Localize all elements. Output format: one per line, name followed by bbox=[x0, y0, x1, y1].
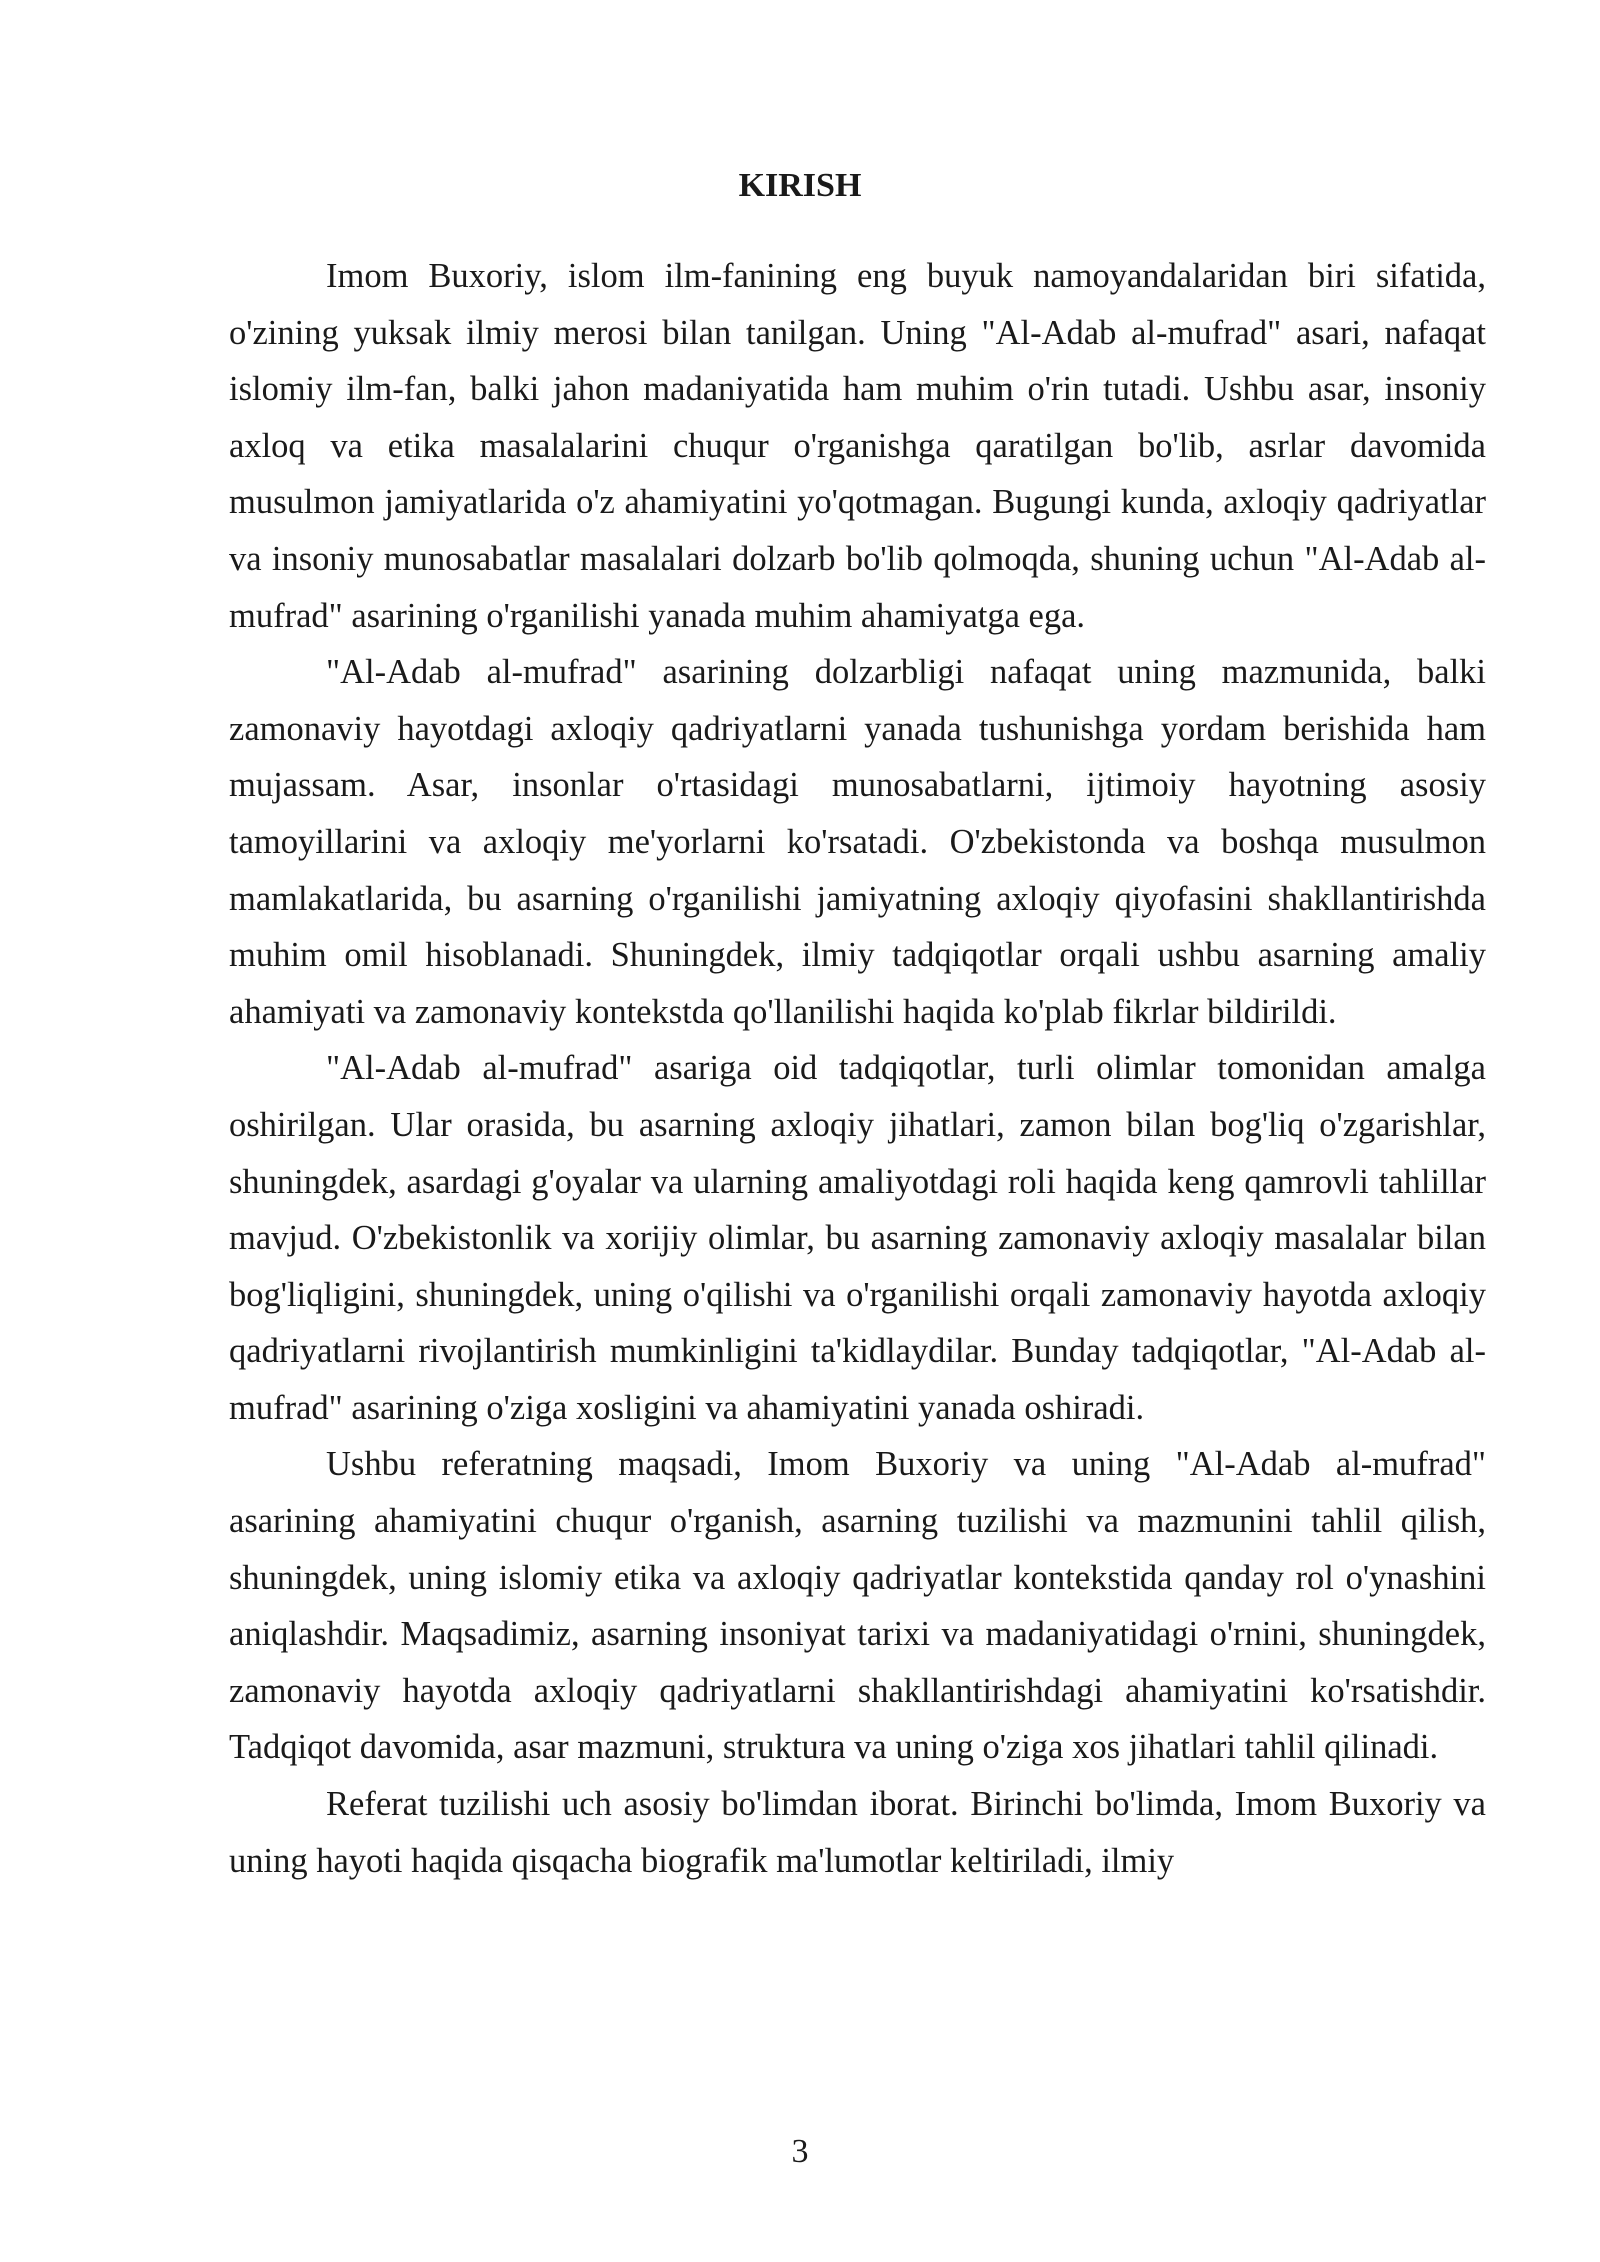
document-body bbox=[229, 248, 1486, 1889]
paragraph-4: Ushbu referatning maqsadi, Imom Buxoriy va uning "Al-Adab al-mufrad" asarining ahamiyatini chuqur o'rganish, asarning tuzilishi va mazmunini tahlil qilish, shuningdek, uning islomiy etika va axloqiy qadriyatlar kontekstida qanday rol o'ynashini aniqlashdir. Maqsadimiz, asarning insoniyat tarixi va madaniyatidagi o'rnini, shuningdek, zamonaviy hayotda axloqiy qadriyatlarni shakllantirishdagi ahamiyatini ko'rsatishdir. Tadqiqot davomida, asar mazmuni, struktura va uning o'ziga xos jihatlari tahlil qilinadi. bbox=[229, 1445, 1486, 1767]
page-title: KIRISH bbox=[738, 167, 862, 204]
paragraph-3: "Al-Adab al-mufrad" asariga oid tadqiqotlar, turli olimlar tomonidan amalga oshirilgan. Ular orasida, bu asarning axloqiy jihatlari, zamon bilan bog'liq o'zgarishlar, shuningdek, asardagi g'oyalar va ularning amaliyotdagi roli haqida keng qamrovli tahlillar mavjud. O'zbekistonlik va xorijiy olimlar, bu asarning zamonaviy axloqiy masalalar bilan bog'liqligini, shuningdek, uning o'qilishi va o'rganilishi orqali zamonaviy hayotda axloqiy qadriyatlarni rivojlantirish mumkinligini ta'kidlaydilar. Bunday tadqiqotlar, "Al-Adab al-mufrad" asarining o'ziga xosligini va ahamiyatini yanada oshiradi. bbox=[229, 1049, 1486, 1427]
paragraph-5: Referat tuzilishi uch asosiy bo'limdan iborat. Birinchi bo'limda, Imom Buxoriy va uning hayoti haqida qisqacha biografik ma'lumotlar keltiriladi, ilmiy bbox=[229, 1785, 1486, 1880]
page-number: 3 bbox=[791, 2133, 809, 2170]
paragraph-2: "Al-Adab al-mufrad" asarining dolzarbligi nafaqat uning mazmunida, balki zamonaviy hayotdagi axloqiy qadriyatlarni yanada tushunishga yordam berishida ham mujassam. Asar, insonlar o'rtasidagi munosabatlarni, ijtimoiy hayotning asosiy tamoyillarini va axloqiy me'yorlarni ko'rsatadi. O'zbekistonda va boshqa musulmon mamlakatlarida, bu asarning o'rganilishi jamiyatning axloqiy qiyofasini shakllantirishda muhim omil hisoblanadi. Shuningdek, ilmiy tadqiqotlar orqali ushbu asarning amaliy ahamiyati va zamonaviy kontekstda qo'llanilishi haqida ko'plab fikrlar bildirildi. bbox=[229, 653, 1486, 1031]
paragraph-1: Imom Buxoriy, islom ilm-fanining eng buyuk namoyandalaridan biri sifatida, o'zining yuksak ilmiy merosi bilan tanilgan. Uning "Al-Adab al-mufrad" asari, nafaqat islomiy ilm-fan, balki jahon madaniyatida ham muhim o'rin tutadi. Ushbu asar, insoniy axloq va etika masalalarini chuqur o'rganishga qaratilgan bo'lib, asrlar davomida musulmon jamiyatlarida o'z ahamiyatini yo'qotmagan. Bugungi kunda, axloqiy qadriyatlar va insoniy munosabatlar masalalari dolzarb bo'lib qolmoqda, shuning uchun "Al-Adab al-mufrad" asarining o'rganilishi yanada muhim ahamiyatga ega. bbox=[229, 257, 1486, 635]
